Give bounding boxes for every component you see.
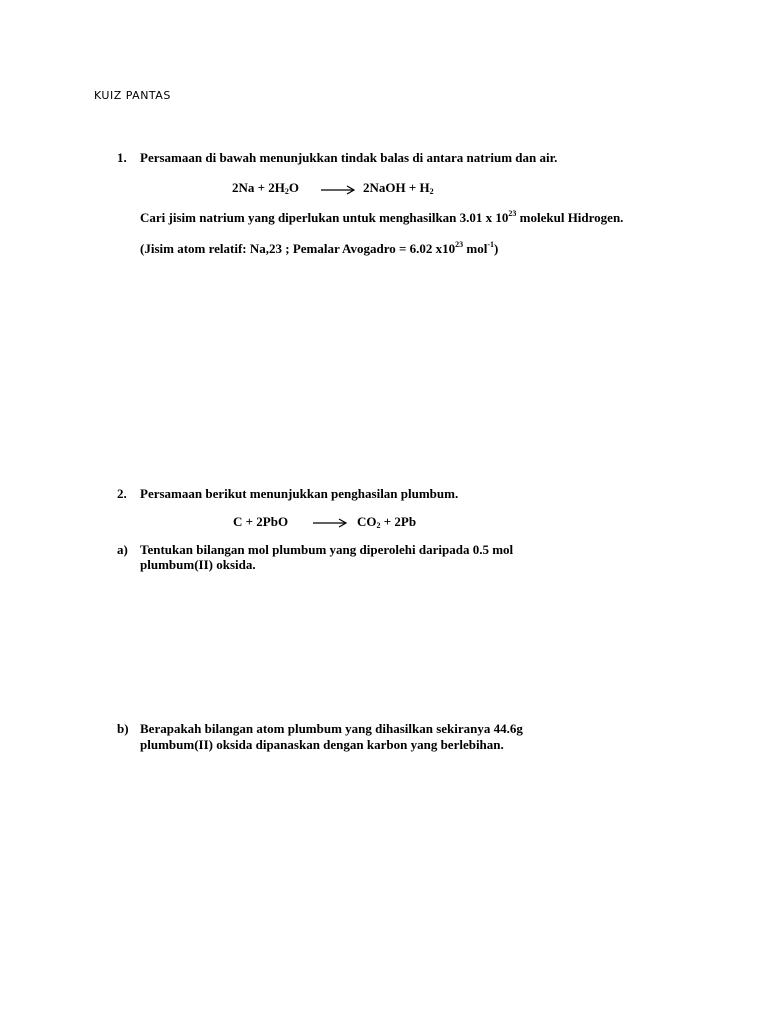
q1-text: Persamaan di bawah menunjukkan tindak balas di antara natrium dan air. [140, 150, 558, 165]
q2b-line1: Berapakah bilangan atom plumbum yang dihasilkan sekiranya 44.6g [140, 721, 523, 736]
q1-equation-left: $2Na + 2H_2O$ [232, 180, 300, 196]
q2-number: 2. [117, 486, 127, 501]
q1-number: 1. [117, 150, 127, 165]
q2-equation-left: C + 2PbO [233, 514, 289, 529]
q2a-label: a) [117, 542, 128, 557]
q2-text: Persamaan berikut menunjukkan penghasilan plumbum. [140, 486, 459, 501]
q1-question-line: Cari jisim natrium yang diperlukan untuk menghasilkan 3.01 x $10^{23}$ molekul Hidrogen. [140, 209, 624, 225]
q1-reaction-arrow-icon [320, 184, 356, 196]
q2b-label: b) [117, 721, 129, 736]
q2-reaction-arrow-icon [312, 517, 348, 529]
q1-relative-mass-line: (Jisim atom relatif: Na,23 ; Pemalar Avogadro = 6.02 $x10^{23}$ mol$^{-1}$) [140, 240, 499, 256]
page-title: KUIZ PANTAS [94, 89, 171, 102]
q1-equation-right: 2NaOH + $H_2$ [363, 180, 434, 196]
q2a-line1: Tentukan bilangan mol plumbum yang diperolehi daripada 0.5 mol [140, 542, 514, 557]
q2b-line2: plumbum(II) oksida dipanaskan dengan karbon yang berlebihan. [140, 737, 504, 752]
q2-equation-right: $CO_2 + 2Pb$ [357, 514, 417, 530]
q2a-line2: plumbum(II) oksida. [140, 557, 256, 572]
